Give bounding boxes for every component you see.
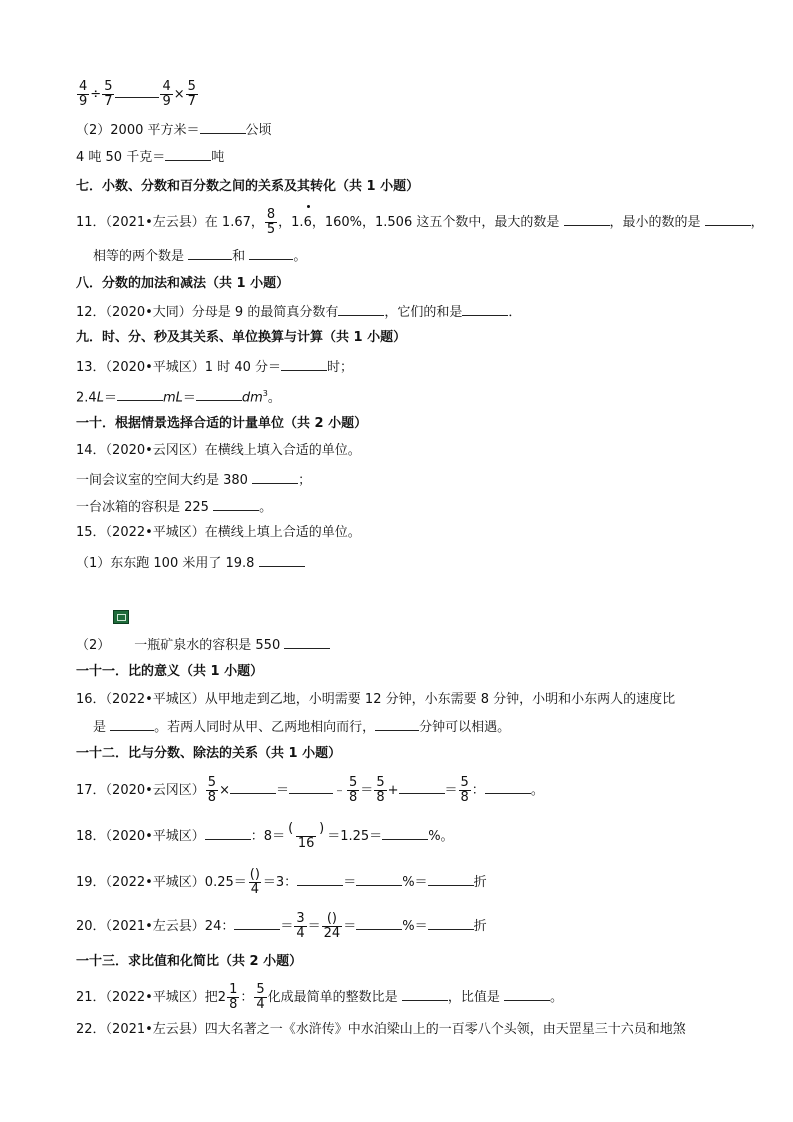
answer-blank[interactable]	[428, 871, 474, 886]
answer-blank[interactable]	[234, 915, 280, 930]
answer-blank[interactable]	[338, 301, 384, 316]
question-15b: （2） 一瓶矿泉水的容积是 550	[76, 634, 330, 656]
answer-blank[interactable]	[705, 211, 751, 226]
question-21: 21．（2022•平城区）把 2 1 8 ： $\frac{5}{4}$ 化成最简单的整数比是 ，比值是 。	[76, 982, 563, 1012]
fraction-compare-line: $\frac{4}{9}$ ÷ $\frac{5}{7}$ $\frac{4}{9}$ × $\frac{5}{7}$	[79, 79, 196, 109]
answer-blank[interactable]	[200, 119, 246, 134]
unit-conversion-line: （2）2000 平方米＝ 公顷	[76, 119, 272, 141]
section-heading: 一十三．求比值和化简比（共 2 小题）	[76, 954, 303, 969]
question-14: 14．（2020•云冈区）在横线上填入合适的单位。	[76, 443, 361, 458]
broken-image-icon	[113, 610, 129, 624]
question-22: 22．（2021•左云县）四大名著之一《水浒传》中水泊梁山上的一百零八个头领，由天罡星三十六员和地煞	[76, 1022, 686, 1037]
question-13: 13．（2020•平城区）1 时 40 分＝ 时；	[76, 356, 353, 378]
answer-blank[interactable]	[252, 469, 298, 484]
answer-blank[interactable]	[297, 871, 343, 886]
answer-blank[interactable]	[564, 211, 610, 226]
fraction: ( ) 16	[288, 821, 325, 851]
question-13-cont: $2.4L= mL= dm^3$。	[76, 384, 281, 408]
fraction: $\frac{5}{8}$	[376, 775, 385, 805]
answer-blank[interactable]	[382, 825, 428, 840]
question-19: 19．（2022•平城区）0.25＝ () 4 ＝3： ＝ %＝ 折	[76, 867, 487, 897]
section-heading: 八．分数的加法和减法（共 1 小题）	[76, 276, 290, 291]
unit-conversion-line: 4 吨 50 千克＝ 吨	[76, 146, 224, 168]
answer-blank[interactable]	[428, 915, 474, 930]
answer-blank[interactable]	[284, 634, 330, 649]
section-heading: 一十一．比的意义（共 1 小题）	[76, 664, 264, 679]
fraction: () 4	[249, 867, 260, 897]
question-20: 20．（2021•左云县）24： ＝ $\frac{3}{4}$ ＝ () 24 ＝ %＝ 折	[76, 911, 487, 941]
question-16: 16．（2022•平城区）从甲地走到乙地，小明需要 12 分钟，小东需要 8 分钟，小明和小东两人的速度比	[76, 692, 676, 707]
mixed-number: 2 1 8	[217, 982, 238, 1012]
answer-blank[interactable]	[196, 386, 242, 401]
answer-blank[interactable]	[289, 779, 333, 794]
answer-blank[interactable]	[462, 301, 508, 316]
section-heading: 一十二．比与分数、除法的关系（共 1 小题）	[76, 746, 342, 761]
answer-blank[interactable]	[230, 779, 276, 794]
fraction: $\frac{8}{5}$	[266, 207, 276, 237]
fraction: () 24	[323, 911, 341, 941]
answer-blank[interactable]	[356, 871, 402, 886]
fraction: $\frac{5}{7}$	[187, 79, 196, 109]
fraction: $\frac{5}{8}$	[460, 775, 469, 805]
answer-blank[interactable]	[375, 716, 419, 731]
answer-blank[interactable]	[485, 779, 531, 794]
question-15: 15．（2022•平城区）在横线上填上合适的单位。	[76, 525, 361, 540]
answer-blank[interactable]	[110, 716, 154, 731]
fraction: $\frac{5}{8}$	[207, 775, 217, 805]
question-17: 17．（2020•云冈区） $\frac{5}{8}$ × ＝ ﹣ $\frac{5}{8}$ ＝ $\frac{5}{8}$ + ＝ $\frac{5}{8}$ ： 。	[76, 775, 544, 805]
answer-blank[interactable]	[213, 496, 259, 511]
answer-blank[interactable]	[281, 356, 327, 371]
repeating-digit: 6	[304, 213, 312, 233]
fraction: $\frac{4}{9}$	[162, 79, 171, 109]
question-18: 18．（2020•平城区） ：8＝ ( ) 16 ＝1.25＝ %。	[76, 821, 454, 851]
answer-blank[interactable]	[188, 245, 232, 260]
fraction: $\frac{5}{4}$	[256, 982, 265, 1012]
answer-blank[interactable]	[399, 779, 445, 794]
answer-blank[interactable]	[504, 986, 550, 1001]
fraction: $\frac{3}{4}$	[296, 911, 305, 941]
fraction: $\frac{5}{7}$	[104, 79, 113, 109]
answer-blank[interactable]	[259, 552, 305, 567]
answer-blank[interactable]	[205, 825, 251, 840]
fraction: $\frac{4}{9}$	[79, 79, 88, 109]
answer-blank[interactable]	[402, 986, 448, 1001]
question-11-cont: 相等的两个数是 和 。	[93, 245, 306, 267]
section-heading: 一十．根据情景选择合适的计量单位（共 2 小题）	[76, 416, 368, 431]
question-14b: 一台冰箱的容积是 225 。	[76, 496, 272, 518]
answer-blank[interactable]	[165, 146, 211, 161]
fraction: $\frac{5}{8}$	[349, 775, 358, 805]
question-15a: （1）东东跑 100 米用了 19.8	[76, 552, 305, 574]
question-16-cont: 是 。若两人同时从甲、乙两地相向而行， 分钟可以相遇。	[93, 716, 510, 738]
question-12: 12．（2020•大同）分母是 9 的最简真分数有 ，它们的和是 ．	[76, 301, 521, 323]
question-14a: 一间会议室的空间大约是 380 ；	[76, 469, 311, 491]
answer-blank[interactable]	[249, 245, 293, 260]
question-11: 11．（2021•左云县）在 1.67， $\frac{8}{5}$ ，1.6，160%，1.506 这五个数中，最大的数是 ，最小的数的是 ，	[76, 207, 764, 237]
section-heading: 九．时、分、秒及其关系、单位换算与计算（共 1 小题）	[76, 330, 407, 345]
answer-blank[interactable]	[356, 915, 402, 930]
answer-blank[interactable]	[117, 386, 163, 401]
section-heading: 七．小数、分数和百分数之间的关系及其转化（共 1 小题）	[76, 179, 420, 194]
answer-blank[interactable]	[115, 83, 159, 98]
